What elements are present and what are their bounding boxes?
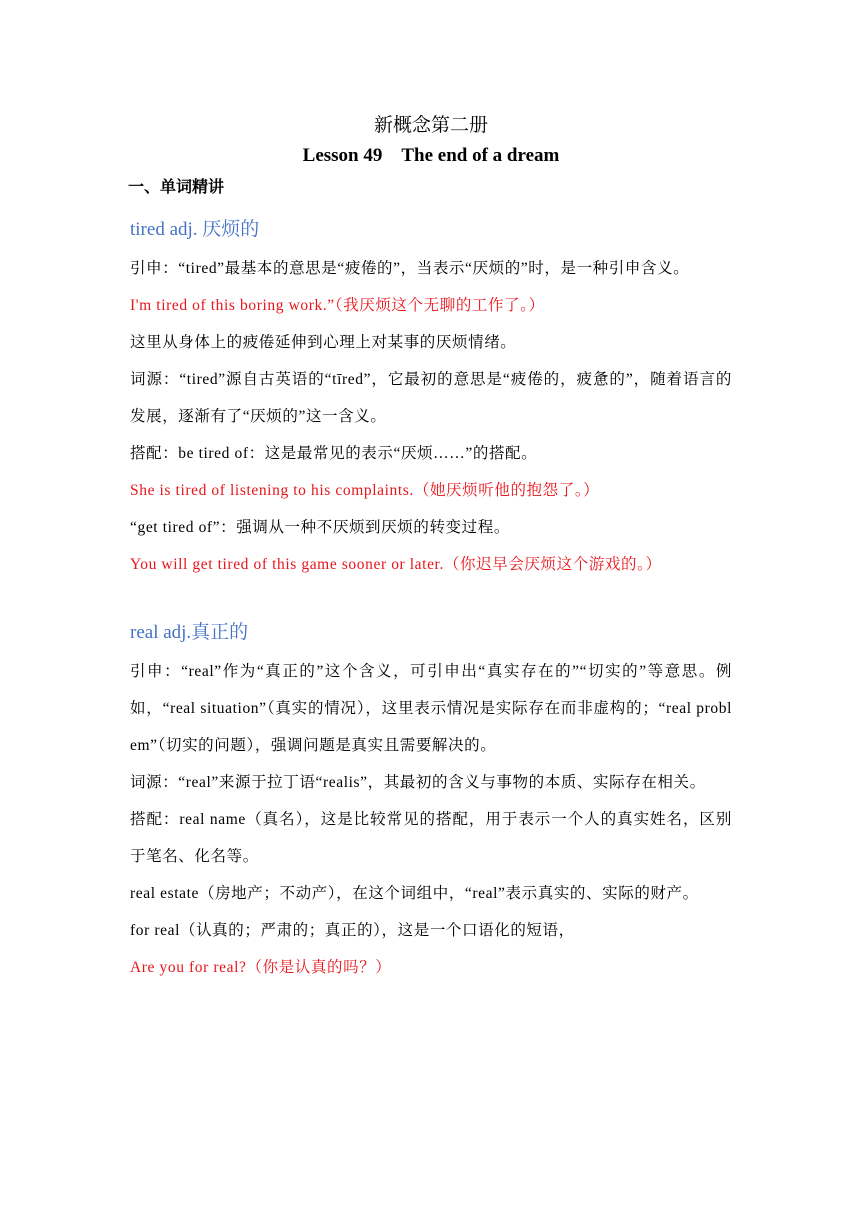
explanation-paragraph: real estate（房地产；不动产），在这个词组中，“real”表示真实的、实际的财产。	[130, 885, 699, 902]
word-list	[130, 210, 732, 986]
explanation-paragraph: 引申：“tired”最基本的意思是“疲倦的”，当表示“厌烦的”时，是一种引申含义。	[130, 260, 690, 277]
word-entry	[130, 210, 732, 583]
example-sentence: I'm tired of this boring work.”（我厌烦这个无聊的工作了。）	[130, 297, 545, 314]
explanation-paragraph: 词源：“real”来源于拉丁语“realis”，其最初的含义与事物的本质、实际存在相关。	[130, 774, 706, 791]
explanation-paragraph: 搭配：real name（真名），这是比较常见的搭配，用于表示一个人的真实姓名，区别于笔名、化名等。	[130, 811, 732, 865]
word-headword: tired adj. 厌烦的	[130, 219, 260, 240]
explanation-paragraph: “get tired of”：强调从一种不厌烦到厌烦的转变过程。	[130, 519, 510, 536]
explanation-paragraph: for real（认真的；严肃的；真正的），这是一个口语化的短语，	[130, 922, 575, 939]
example-sentence: Are you for real?（你是认真的吗？）	[130, 959, 392, 976]
document-page	[130, 112, 732, 986]
explanation-paragraph: 词源：“tired”源自古英语的“tīred”，它最初的意思是“疲倦的，疲惫的”，随着语言的发展，逐渐有了“厌烦的”这一含义。	[130, 371, 732, 425]
section-heading: 一、单词精讲	[128, 179, 225, 196]
series-title: 新概念第二册	[373, 115, 488, 136]
lesson-title: Lesson 49 The end of a dream	[302, 145, 560, 166]
word-entry	[130, 613, 732, 986]
example-sentence: She is tired of listening to his complaints.（她厌烦听他的抱怨了。）	[130, 482, 600, 499]
explanation-paragraph: 引申：“real”作为“真正的”这个含义，可引申出“真实存在的”“切实的”等意思。例如，“real situation”（真实的情况），这里表示情况是实际存在而非虚构的；“real problem”（切实的问题），强调问题是真实且需要解决的。	[130, 663, 732, 754]
example-sentence: You will get tired of this game sooner or later.（你迟早会厌烦这个游戏的。）	[130, 556, 662, 573]
word-headword: real adj.真正的	[130, 622, 249, 643]
explanation-paragraph: 搭配：be tired of：这是最常见的表示“厌烦……”的搭配。	[130, 445, 538, 462]
explanation-paragraph: 这里从身体上的疲倦延伸到心理上对某事的厌烦情绪。	[130, 334, 517, 351]
